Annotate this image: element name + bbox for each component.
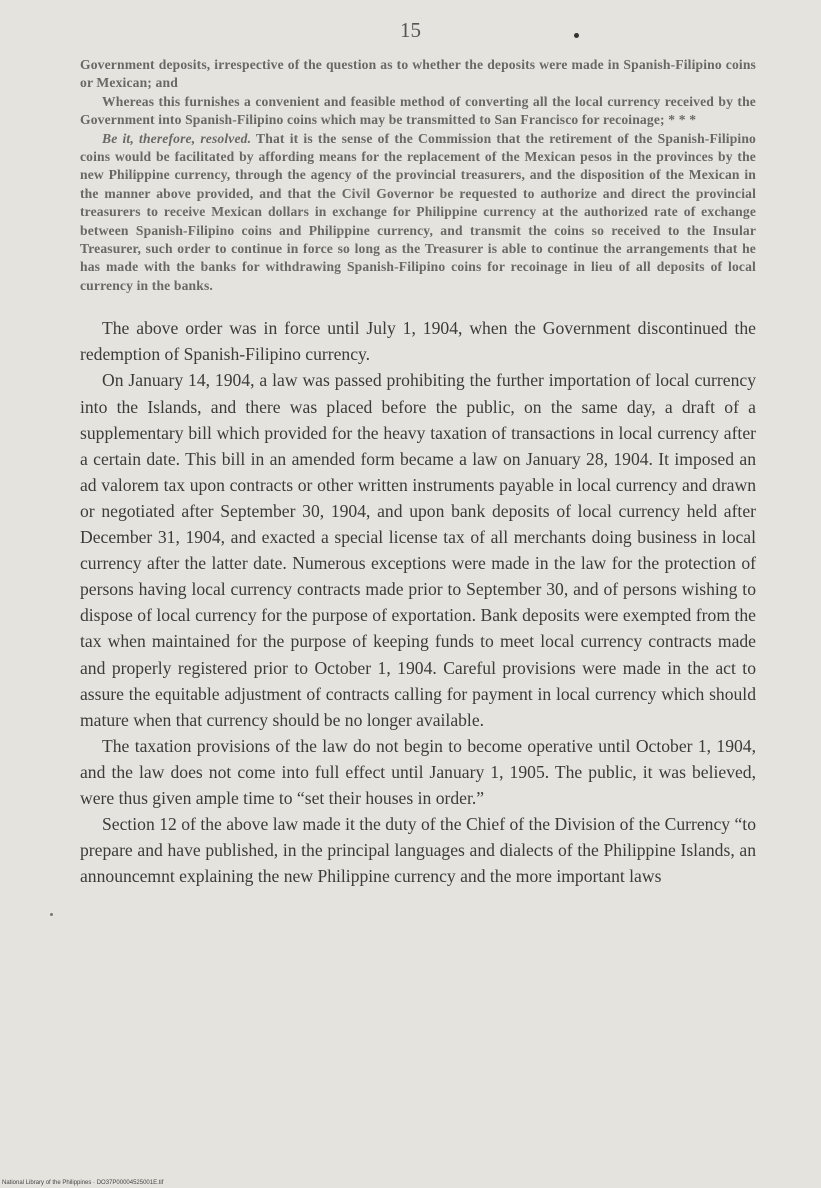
quoted-resolution bbox=[80, 56, 756, 295]
body-paragraph: On January 14, 1904, a law was passed prohibiting the further importation of local currency into the Islands, and there was placed before the public, on the same day, a draft of a supplementary bill which provided for the heavy taxation of transactions in local currency after a certain date. This bill in an amended form became a law on January 28, 1904. It imposed an ad valorem tax upon contracts or other written instruments payable in local currency and drawn or negotiated after September 30, 1904, and upon bank deposits of local currency held after December 31, 1904, and exacted a special license tax of all merchants doing business in local currency after the latter date. Numerous exceptions were made in the law for the protection of persons having local currency contracts made prior to September 30, and of persons wishing to dispose of local currency for the purpose of exportation. Bank deposits were exempted from the tax when maintained for the purpose of keeping funds to meet local currency contracts made and properly registered prior to October 1, 1904. Careful provisions were made in the act to assure the equitable adjustment of contracts calling for payment in local currency which should mature when that currency should be no longer available. bbox=[80, 370, 756, 730]
archive-stamp: National Library of the Philippines · DO37P00004525001E.tif bbox=[2, 1180, 164, 1186]
stray-mark bbox=[50, 913, 53, 916]
quote-paragraph bbox=[80, 130, 756, 296]
body-paragraph: The above order was in force until July 1, 1904, when the Government discontinued the redemption of Spanish-Filipino currency. bbox=[80, 318, 756, 365]
page-number: 15 bbox=[400, 18, 421, 42]
resolution-text: That it is the sense of the Commission that the retirement of the Spanish-Filipino coins would be facilitated by affording means for the replacement of the Mexican pesos in the provinces by the new Philippine currency, through the agency of the provincial treasurers, and the disposition of the Mexican in the manner above provided, and that the Civil Governor be requested to authorize and direct the provincial treasurers to receive Mexican dollars in exchange for Philippine currency at the authorized rate of exchange between Spanish-Filipino coins and Philippine currency, and transmit the coins so received to the Insular Treasurer, such order to continue in force so long as the Treasurer is able to continue the arrangements that he has made with the banks for withdrawing Spanish-Filipino coins for recoinage in lieu of all deposits of local currency in the banks. bbox=[80, 130, 756, 293]
quote-paragraph: Whereas this furnishes a convenient and feasible method of converting all the local currency received by the Government into Spanish-Filipino coins which may be transmitted to San Francisco for recoinage; * * * bbox=[80, 93, 756, 128]
ornament-dot bbox=[574, 33, 579, 38]
page-content bbox=[80, 56, 756, 889]
resolved-prefix: Be it, therefore, resolved. bbox=[102, 130, 252, 146]
body-text bbox=[80, 315, 756, 889]
quote-paragraph: Government deposits, irrespective of the question as to whether the deposits were made in Spanish-Filipino coins or Mexican; and bbox=[80, 57, 756, 91]
body-paragraph: The taxation provisions of the law do not begin to become operative until October 1, 1904, and the law does not come into full effect until January 1, 1905. The public, it was believed, were thus given ample time to “set their houses in order.” bbox=[80, 735, 756, 808]
body-paragraph: Section 12 of the above law made it the duty of the Chief of the Division of the Currency “to prepare and have published, in the principal languages and dialects of the Philippine Islands, an announcemnt explaining the new Philippine currency and the more important laws bbox=[80, 814, 756, 887]
